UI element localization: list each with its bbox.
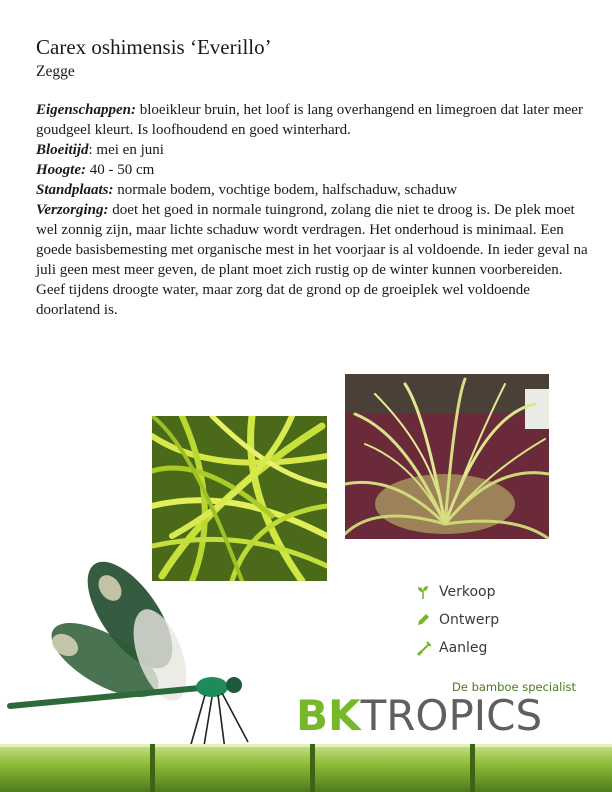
verzorging-label: Verzorging: [36, 202, 109, 218]
plant-photo-clump [345, 374, 549, 539]
page-subtitle: Zegge [36, 63, 75, 80]
service-item-aanleg [415, 634, 499, 662]
brand-tagline: De bamboe specialist [452, 680, 577, 694]
standplaats-label: Standplaats: [36, 182, 114, 198]
service-label-aanleg: Aanleg [439, 640, 488, 656]
bloeitijd-paragraph [36, 140, 588, 160]
standplaats-paragraph [36, 180, 588, 200]
shovel-icon [415, 640, 431, 656]
services-list [415, 578, 499, 662]
eigenschappen-label: Eigenschappen: [36, 102, 137, 118]
dragonfly-illustration [0, 560, 260, 760]
description-block [36, 100, 588, 320]
hoogte-paragraph [36, 160, 588, 180]
verzorging-text: doet het goed in normale tuingrond, zolang die niet te droog is. De plek moet wel zonnig zijn, maar lichte schaduw wordt verdragen. Het onderhoud is minimaal. Een goede basisbemesting met organische mest in het voorjaar is al voldoende. In ieder geval na juli geen mest meer geven, de plant moet zich rustig op de winter kunnen voorbereiden. Geef tijdens droogte water, maar zorg dat de grond op de groeiplek wel voldoende doorlatend is. [36, 202, 588, 318]
plant-photo-closeup [152, 416, 327, 581]
eigenschappen-paragraph [36, 100, 588, 140]
page-title: Carex oshimensis ‘Everillo’ [36, 35, 272, 59]
service-item-ontwerp [415, 606, 499, 634]
standplaats-text: normale bodem, vochtige bodem, halfschaduw, schaduw [113, 182, 458, 198]
bloeitijd-label: Bloeitijd [36, 142, 89, 158]
brand-logo-bk: BK [296, 691, 361, 740]
seedling-icon [415, 584, 431, 600]
hoogte-text: 40 - 50 cm [86, 162, 155, 178]
service-item-verkoop [415, 578, 499, 606]
brand-logo-tropics: TROPICS [360, 691, 543, 740]
pencil-icon [415, 612, 431, 628]
verzorging-paragraph [36, 200, 588, 320]
eigenschappen-text: bloeikleur bruin, het loof is lang overhangend en limegroen dat later meer goudgeel kleurt. Is loofhoudend en goed winterhard. [36, 102, 583, 138]
service-label-verkoop: Verkoop [439, 584, 496, 600]
bamboo-stalk-illustration [0, 738, 612, 792]
hoogte-label: Hoogte: [36, 162, 86, 178]
service-label-ontwerp: Ontwerp [439, 612, 500, 628]
brand-logo [296, 692, 542, 740]
bloeitijd-text: : mei en juni [88, 142, 164, 158]
